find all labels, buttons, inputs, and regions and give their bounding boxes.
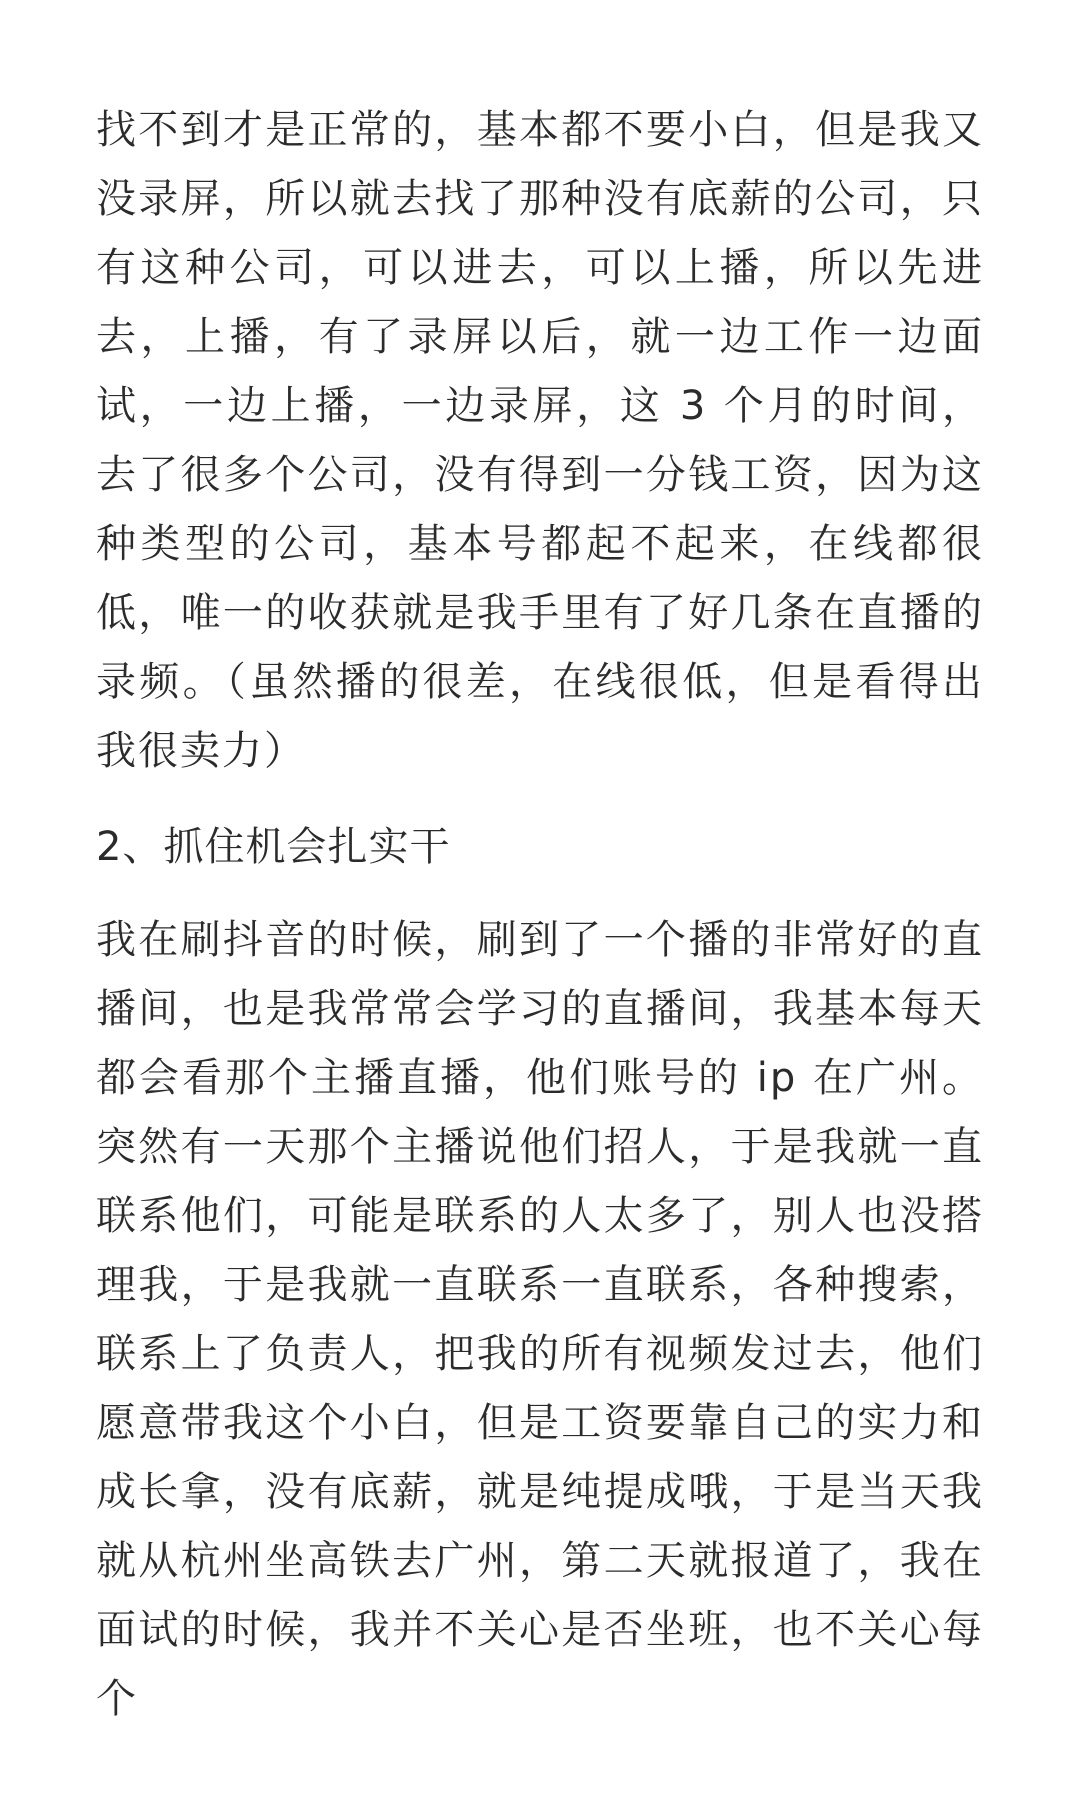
paragraph-seize-opportunity: 我在刷抖音的时候，刷到了一个播的非常好的直播间，也是我常常会学习的直播间，我基本每天都会看那个主播直播，他们账号的 ip 在广州。突然有一天那个主播说他们招人，于是我就一直联系他们，可能是联系的人太多了，别人也没搭理我，于是我就一直联系一直联系，各种搜索，联系上了负责人，把我的所有视频发过去，他们愿意带我这个小白，但是工资要靠自己的实力和成长拿，没有底薪，就是纯提成哦，于是当天我就从杭州坐高铁去广州，第二天就报道了，我在面试的时候，我并不关心是否坐班，也不关心每个 — [96, 917, 984, 1722]
section-heading: 2、抓住机会扎实干 — [96, 824, 451, 870]
article-body — [96, 96, 984, 1734]
paragraph-job-search: 找不到才是正常的，基本都不要小白，但是我又没录屏，所以就去找了那种没有底薪的公司，只有这种公司，可以进去，可以上播，所以先进去，上播，有了录屏以后，就一边工作一边面试，一边上播，一边录屏，这 3 个月的时间，去了很多个公司，没有得到一分钱工资，因为这种类型的公司，基本号都起不起来，在线都很低，唯一的收获就是我手里有了好几条在直播的录频。（虽然播的很差，在线很低，但是看得出我很卖力） — [96, 107, 984, 774]
